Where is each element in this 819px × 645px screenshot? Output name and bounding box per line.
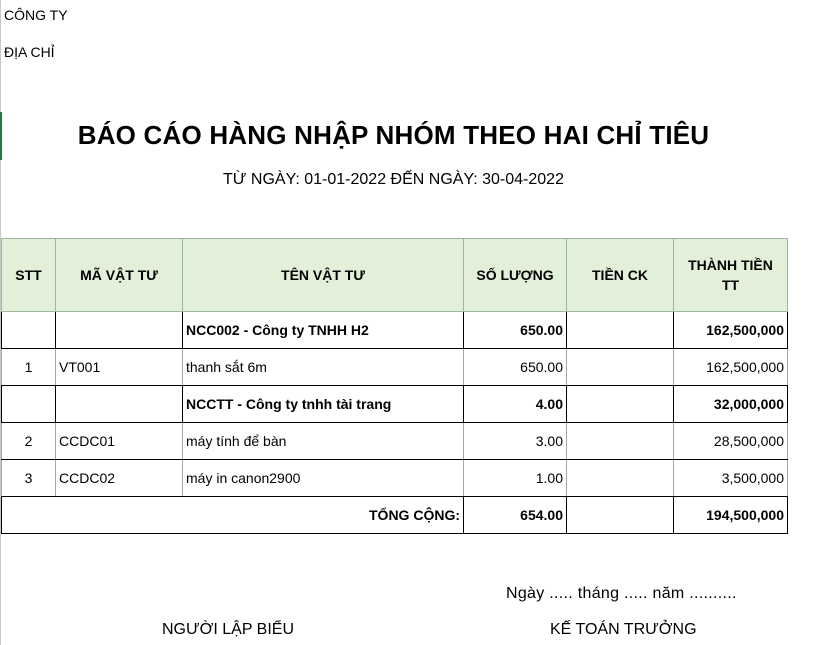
cell-discount (567, 349, 674, 386)
chief-accountant-signature-label: KẾ TOÁN TRƯỞNG (550, 621, 697, 638)
table-row (2, 349, 788, 386)
cell-quantity: 4.00 (464, 386, 567, 423)
cell-code (56, 312, 183, 349)
cell-discount (567, 312, 674, 349)
preparer-signature-label: NGƯỜI LẬP BIỂU (162, 621, 295, 638)
column-header-code: MÃ VẬT TƯ (56, 239, 183, 312)
report-title: BÁO CÁO HÀNG NHẬP NHÓM THEO HAI CHỈ TIÊU (77, 120, 710, 150)
cell-stt (2, 386, 56, 423)
column-header-quantity: SỐ LƯỢNG (464, 239, 567, 312)
cell-quantity: 650.00 (464, 349, 567, 386)
cell-stt: 2 (2, 423, 56, 460)
table-header-row (2, 239, 788, 312)
cell-amount: 3,500,000 (674, 460, 788, 497)
cell-discount (567, 460, 674, 497)
cell-name: NCC002 - Công ty TNHH H2 (183, 312, 464, 349)
cell-code: CCDC02 (56, 460, 183, 497)
cell-stt: 3 (2, 460, 56, 497)
cell-amount: 32,000,000 (674, 386, 788, 423)
cell-name: thanh sắt 6m (183, 349, 464, 386)
column-header-discount: TIỀN CK (567, 239, 674, 312)
cell-name: máy in canon2900 (183, 460, 464, 497)
cell-discount (567, 423, 674, 460)
cell-stt (2, 312, 56, 349)
column-header-name: TÊN VẬT TƯ (183, 239, 464, 312)
table-row (2, 460, 788, 497)
column-header-stt: STT (2, 239, 56, 312)
total-row (2, 497, 788, 534)
total-quantity: 654.00 (464, 497, 567, 534)
company-label: CÔNG TY (4, 7, 68, 23)
cell-discount (567, 386, 674, 423)
cell-quantity: 1.00 (464, 460, 567, 497)
cell-code: VT001 (56, 349, 183, 386)
report-date-range: TỪ NGÀY: 01-01-2022 ĐẾN NGÀY: 30-04-2022 (223, 171, 564, 188)
cell-amount: 162,500,000 (674, 312, 788, 349)
total-amount: 194,500,000 (674, 497, 788, 534)
cell-code (56, 386, 183, 423)
cell-name: máy tính để bàn (183, 423, 464, 460)
cell-stt: 1 (2, 349, 56, 386)
cell-quantity: 650.00 (464, 312, 567, 349)
cell-amount: 28,500,000 (674, 423, 788, 460)
address-label: ĐỊA CHỈ (4, 44, 55, 60)
total-label: TỔNG CỘNG: (2, 497, 464, 534)
total-discount (567, 497, 674, 534)
cell-name: NCCTT - Công ty tnhh tài trang (183, 386, 464, 423)
cell-amount: 162,500,000 (674, 349, 788, 386)
cell-code: CCDC01 (56, 423, 183, 460)
supplier-group-row (2, 312, 788, 349)
report-table (1, 238, 788, 534)
column-header-amount: THÀNH TIỀN TT (674, 239, 788, 312)
signature-date-line: Ngày ..... tháng ..... năm .......... (506, 585, 737, 602)
table-row (2, 423, 788, 460)
supplier-group-row (2, 386, 788, 423)
cell-quantity: 3.00 (464, 423, 567, 460)
